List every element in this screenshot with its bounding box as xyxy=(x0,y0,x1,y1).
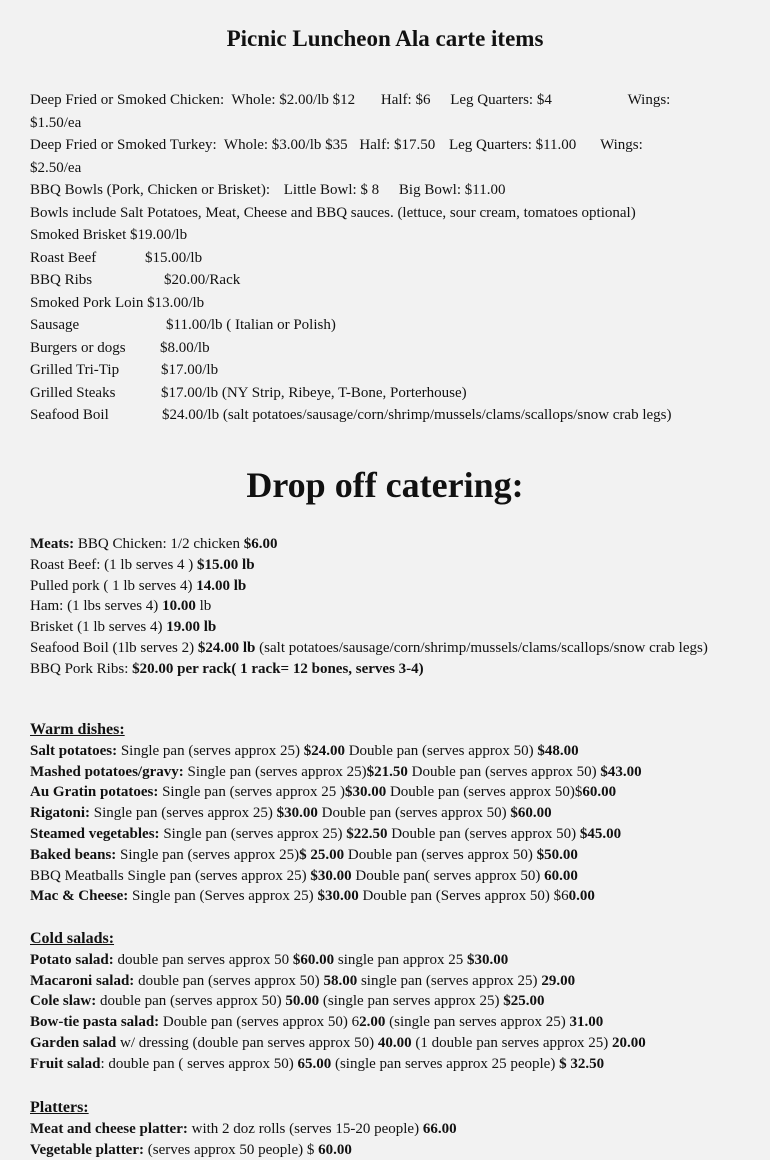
list-item: Vegetable platter: (serves approx 50 people) $ 60.00 xyxy=(30,1141,352,1158)
list-item: Potato salad: double pan serves approx 50 $60.00 single pan approx 25 $30.00 xyxy=(30,951,509,968)
list-item: Ham: (1 lbs serves 4) 10.00 lb xyxy=(30,598,212,615)
list-item: Bowls include Salt Potatoes, Meat, Cheese and BBQ sauces. (lettuce, sour cream, tomatoes optional) xyxy=(30,204,636,221)
list-item: Mac & Cheese: Single pan (Serves approx 25) $30.00 Double pan (Serves approx 50) $60.00 xyxy=(30,888,595,905)
list-item: Smoked Brisket $19.00/lb xyxy=(30,227,188,243)
cold-section xyxy=(30,929,740,1075)
list-item: Macaroni salad: double pan (serves approx 50) 58.00 single pan (serves approx 25) 29.00 xyxy=(30,972,576,989)
section-heading: Platters: xyxy=(30,1099,89,1116)
list-item: Burgers or dogs $8.00/lb xyxy=(30,339,210,356)
list-item: Salt potatoes: Single pan (serves approx 25) $24.00 Double pan (serves approx 50) $48.00 xyxy=(30,742,579,759)
list-item: Mashed potatoes/gravy: Single pan (serves approx 25)$21.50 Double pan (serves approx 50) $43.00 xyxy=(30,763,642,780)
list-item: Fruit salad: double pan ( serves approx 50) 65.00 (single pan serves approx 25 people) $ 32.50 xyxy=(30,1055,605,1072)
list-item: $1.50/ea xyxy=(30,114,82,131)
section-heading: Warm dishes: xyxy=(30,721,125,738)
list-item: Seafood Boil (1lb serves 2) $24.00 lb (salt potatoes/sausage/corn/shrimp/mussels/clams/scallops/snow crab legs) xyxy=(30,639,708,656)
list-item: Bow-tie pasta salad: Double pan (serves approx 50) 62.00 (single pan serves approx 25) 31.00 xyxy=(30,1014,604,1031)
list-item: Seafood Boil $24.00/lb (salt potatoes/sausage/corn/shrimp/mussels/clams/scallops/snow crab legs) xyxy=(30,407,672,423)
list-item: Sausage $11.00/lb ( Italian or Polish) xyxy=(30,317,336,333)
list-item: Brisket (1 lb serves 4) 19.00 lb xyxy=(30,619,217,636)
list-item: Rigatoni: Single pan (serves approx 25) $30.00 Double pan (serves approx 50) $60.00 xyxy=(30,805,552,822)
alacarte-list xyxy=(30,89,740,427)
list-item: $2.50/ea xyxy=(30,159,82,176)
list-item: Deep Fried or Smoked Turkey: Whole: $3.00/lb $35 Half: $17.50 Leg Quarters: $11.00 Wings: xyxy=(30,137,643,153)
list-item: Grilled Tri-Tip $17.00/lb xyxy=(30,362,219,378)
meats-section xyxy=(30,534,740,680)
list-item: BBQ Ribs $20.00/Rack xyxy=(30,272,241,288)
list-item: BBQ Pork Ribs: $20.00 per rack( 1 rack= 12 bones, serves 3-4) xyxy=(30,660,424,677)
list-item: Steamed vegetables: Single pan (serves approx 25) $22.50 Double pan (serves approx 50) $45.00 xyxy=(30,825,622,842)
page-title: Picnic Luncheon Ala carte items xyxy=(226,26,544,51)
section-heading: Cold salads: xyxy=(30,930,115,947)
list-item: Baked beans: Single pan (serves approx 25)$ 25.00 Double pan (serves approx 50) $50.00 xyxy=(30,846,578,863)
list-item: Roast Beef: (1 lb serves 4 ) $15.00 lb xyxy=(30,556,255,573)
list-item: Roast Beef $15.00/lb xyxy=(30,249,203,266)
list-item: Au Gratin potatoes: Single pan (serves approx 25 )$30.00 Double pan (serves approx 50)$60.00 xyxy=(30,784,617,801)
list-item: Grilled Steaks $17.00/lb (NY Strip, Ribeye, T-Bone, Porterhouse) xyxy=(30,384,467,401)
list-item: Garden salad w/ dressing (double pan serves approx 50) 40.00 (1 double pan serves approx 25) 20.00 xyxy=(30,1034,646,1051)
list-item: Deep Fried or Smoked Chicken: Whole: $2.00/lb $12 Half: $6 Leg Quarters: $4 Wings: xyxy=(30,92,671,108)
list-item: Smoked Pork Loin $13.00/lb xyxy=(30,294,205,311)
dropoff-heading: Drop off catering: xyxy=(246,465,524,505)
list-item: Cole slaw: double pan (serves approx 50) 50.00 (single pan serves approx 25) $25.00 xyxy=(30,993,545,1010)
list-item: BBQ Bowls (Pork, Chicken or Brisket): Little Bowl: $ 8 Big Bowl: $11.00 xyxy=(30,182,506,198)
list-item: BBQ Meatballs Single pan (serves approx 25) $30.00 Double pan( serves approx 50) 60.00 xyxy=(30,867,578,884)
list-item: Meats: BBQ Chicken: 1/2 chicken $6.00 xyxy=(30,536,278,552)
list-item: Pulled pork ( 1 lb serves 4) 14.00 lb xyxy=(30,577,247,594)
list-item: Meat and cheese platter: with 2 doz rolls (serves 15-20 people) 66.00 xyxy=(30,1120,457,1137)
warm-section xyxy=(30,720,740,907)
